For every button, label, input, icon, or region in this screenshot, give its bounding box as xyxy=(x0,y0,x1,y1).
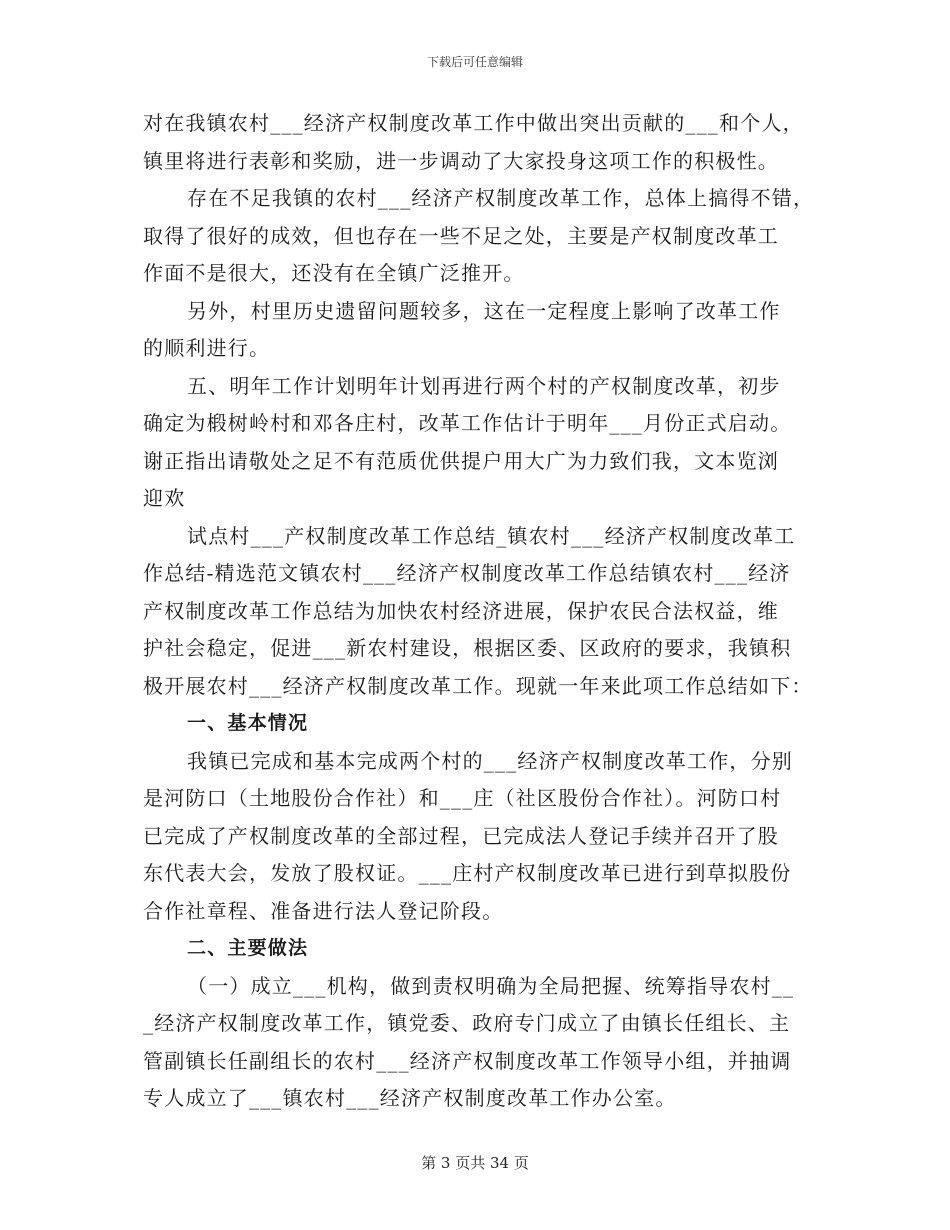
paragraph-line: 存在不足我镇的农村___经济产权制度改革工作，总体上搞得不错， xyxy=(187,186,815,210)
paragraph-line: 试点村___产权制度改革工作总结_镇农村___经济产权制度改革工 xyxy=(187,523,796,548)
paragraph-line: 迎欢 xyxy=(143,486,186,510)
paragraph-line: 确定为椴树岭村和邓各庄村，改革工作估计于明年___月份正式启动。 xyxy=(143,411,792,435)
paragraph-line: 取得了很好的成效，但也存在一些不足之处，主要是产权制度改革工 xyxy=(143,223,779,248)
section-heading: 一、基本情况 xyxy=(187,712,309,734)
paragraph-line: 已完成了产权制度改革的全部过程，已完成法人登记手续并召开了股 xyxy=(143,823,779,848)
paragraph-line: 合作社章程、准备进行法人登记阶段。 xyxy=(143,898,504,923)
paragraph-line: 另外，村里历史遗留问题较多，这在一定程度上影响了改革工作 xyxy=(187,298,781,323)
paragraph-line: 东代表大会，发放了股权证。___庄村产权制度改革已进行到草拟股份 xyxy=(143,861,792,885)
paragraph-line: 是河防口（土地股份合作社）和___庄（社区股份合作社）。河防口村 xyxy=(143,786,782,810)
document-body xyxy=(143,105,833,1118)
paragraph-line: 我镇已完成和基本完成两个村的___经济产权制度改革工作，分别 xyxy=(187,748,793,773)
paragraph-line: 谢正指出请敬处之足不有范质优供提户用大广为力致们我，文本览浏 xyxy=(143,448,779,473)
paragraph-line: 作总结-精选范文镇农村___经济产权制度改革工作总结镇农村___经济 xyxy=(143,561,791,585)
section-heading: 二、主要做法 xyxy=(187,937,309,959)
page-number: 第 3 页共 34 页 xyxy=(421,1154,529,1172)
paragraph-line: 对在我镇农村___经济产权制度改革工作中做出突出贡献的___和个人， xyxy=(143,111,804,135)
paragraph-line: 作面不是很大，还没有在全镇广泛推开。 xyxy=(143,261,525,285)
paragraph-line: （一）成立___机构，做到责权明确为全局把握、统筹指导农村__ xyxy=(187,973,795,998)
paragraph-line: 五、明年工作计划明年计划再进行两个村的产权制度改革，初步 xyxy=(187,373,781,398)
paragraph-line: 产权制度改革工作总结为加快农村经济进展，保护农民合法权益，维 xyxy=(143,598,779,623)
paragraph-line: _经济产权制度改革工作，镇党委、政府专门成立了由镇长任组长、主 xyxy=(143,1011,791,1035)
paragraph-line: 的顺利进行。 xyxy=(143,336,271,360)
paragraph-line: 极开展农村___经济产权制度改革工作。现就一年来此项工作总结如下： xyxy=(143,673,813,698)
header-note: 下载后可任意编辑 xyxy=(426,55,523,69)
paragraph-line: 管副镇长任副组长的农村___经济产权制度改革工作领导小组，并抽调 xyxy=(143,1048,792,1073)
paragraph-line: 专人成立了___镇农村___经济产权制度改革工作办公室。 xyxy=(143,1086,677,1110)
paragraph-line: 护社会稳定，促进___新农村建设，根据区委、区政府的要求，我镇积 xyxy=(143,636,792,660)
paragraph-line: 镇里将进行表彰和奖励，进一步调动了大家投身这项工作的积极性。 xyxy=(143,148,779,173)
